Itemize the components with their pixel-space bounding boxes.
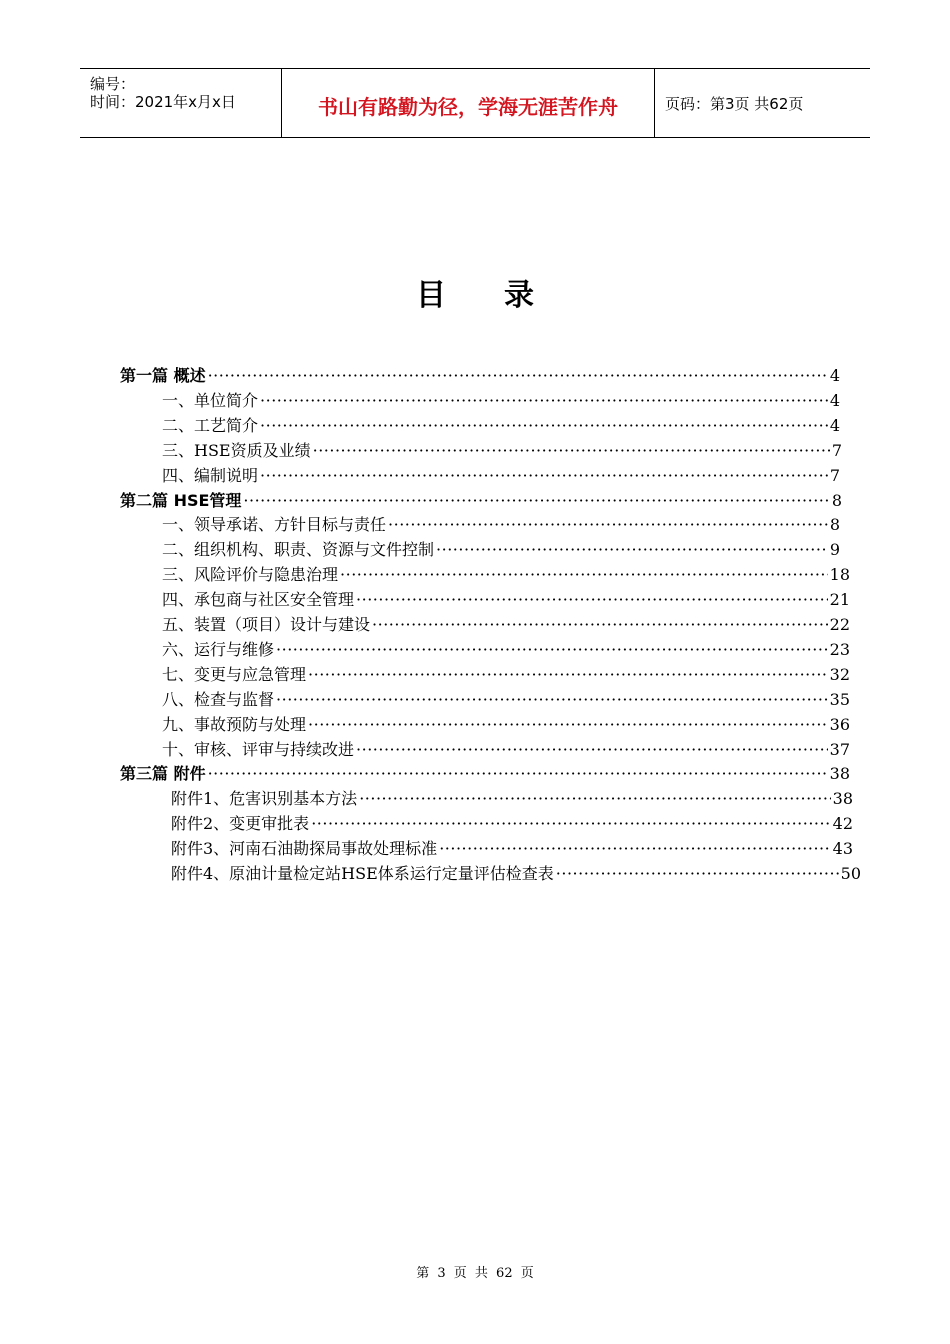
toc-entry[interactable] (162, 464, 840, 488)
toc-entry-page-number: 36 (829, 714, 850, 734)
toc-leader-dots (439, 837, 830, 861)
toc-entry[interactable] (162, 563, 850, 587)
toc-entry-label: 一、单位简介 (162, 390, 259, 410)
toc-entry-label: 第三篇 附件 (120, 764, 206, 784)
toc-entry-label: 十、审核、评审与持续改进 (162, 739, 355, 759)
toc-entry-page-number: 8 (829, 515, 840, 535)
toc-entry-page-number: 4 (829, 390, 840, 410)
toc-entry-page-number: 7 (829, 465, 840, 485)
toc-entry-label: 第一篇 概述 (120, 366, 206, 385)
toc-part-entry[interactable] (120, 364, 840, 388)
toc-entry-page-number: 7 (831, 440, 842, 460)
toc-entry-page-number: 18 (829, 565, 850, 585)
toc-entry-page-number: 9 (829, 540, 840, 560)
document-time-label: 时间：2021年x月x日 (90, 93, 236, 111)
toc-entry-label: 七、变更与应急管理 (162, 664, 307, 684)
toc-entry-page-number: 50 (840, 864, 861, 883)
toc-entry-label: 三、HSE资质及业绩 (162, 440, 311, 460)
toc-entry-label: 四、编制说明 (162, 465, 259, 485)
toc-entry[interactable] (171, 837, 853, 861)
toc-part-entry[interactable] (120, 762, 850, 786)
toc-leader-dots (436, 538, 828, 562)
toc-entry-label: 八、检查与监督 (162, 689, 275, 709)
toc-entry-page-number: 21 (829, 590, 850, 610)
toc-leader-dots (243, 489, 829, 513)
toc-leader-dots (313, 439, 830, 463)
toc-entry-page-number: 43 (832, 839, 853, 859)
toc-entry[interactable] (162, 538, 840, 562)
toc-entry[interactable] (162, 688, 850, 712)
header-motto: 书山有路勤为径，学海无涯苦作舟 (318, 95, 618, 119)
toc-entry-page-number: 35 (829, 689, 850, 709)
toc-entry-label: 四、承包商与社区安全管理 (162, 590, 355, 610)
toc-entry-page-number: 38 (832, 789, 853, 809)
page-footer: 第 3 页 共 62 页 (416, 1266, 534, 1281)
toc-leader-dots (260, 414, 828, 438)
toc-entry[interactable] (162, 613, 850, 637)
toc-leader-dots (308, 663, 828, 687)
toc-entry[interactable] (162, 439, 842, 463)
toc-entry[interactable] (162, 588, 850, 612)
toc-leader-dots (276, 688, 828, 712)
toc-entry-label: 第二篇 HSE管理 (120, 490, 242, 510)
toc-leader-dots (556, 862, 839, 886)
toc-entry-label: 附件3、河南石油勘探局事故处理标准 (171, 839, 438, 859)
toc-entry[interactable] (171, 787, 853, 811)
toc-leader-dots (260, 389, 828, 413)
toc-entry-label: 五、装置（项目）设计与建设 (162, 615, 371, 634)
toc-entry-label: 九、事故预防与处理 (162, 714, 307, 734)
toc-entry-label: 附件1、危害识别基本方法 (171, 789, 358, 809)
toc-entry-page-number: 42 (832, 814, 853, 834)
toc-leader-dots (311, 812, 830, 836)
toc-leader-dots (308, 713, 828, 737)
toc-leader-dots (276, 638, 828, 662)
toc-leader-dots (208, 364, 828, 388)
toc-entry-label: 一、领导承诺、方针目标与责任 (162, 515, 387, 535)
toc-entry[interactable] (162, 638, 850, 662)
toc-leader-dots (356, 738, 828, 762)
toc-entry[interactable] (171, 812, 853, 836)
toc-leader-dots (388, 513, 828, 537)
toc-entry-page-number: 4 (829, 415, 840, 435)
toc-entry-label: 附件4、原油计量检定站HSE体系运行定量评估检查表 (171, 864, 554, 883)
toc-entry[interactable] (171, 862, 861, 886)
toc-entry[interactable] (162, 414, 840, 438)
toc-leader-dots (359, 787, 830, 811)
header-page-info: 页码：第3页 共62页 (665, 95, 804, 113)
toc-entry[interactable] (162, 663, 850, 687)
toc-leader-dots (260, 464, 828, 488)
toc-entry-label: 二、工艺简介 (162, 415, 259, 435)
toc-entry-page-number: 32 (829, 664, 850, 684)
toc-entry[interactable] (162, 738, 850, 762)
document-number-label: 编号： (90, 75, 136, 93)
toc-entry[interactable] (162, 713, 850, 737)
toc-title: 目录 (416, 278, 592, 313)
toc-leader-dots (356, 588, 828, 612)
toc-entry-label: 二、组织机构、职责、资源与文件控制 (162, 540, 435, 560)
toc-entry-page-number: 8 (831, 490, 842, 510)
toc-part-entry[interactable] (120, 489, 842, 513)
toc-entry-page-number: 23 (829, 639, 850, 659)
toc-entry[interactable] (162, 389, 840, 413)
toc-leader-dots (372, 613, 828, 637)
toc-entry-page-number: 37 (829, 739, 850, 759)
toc-entry-label: 六、运行与维修 (162, 639, 275, 659)
toc-leader-dots (208, 762, 828, 786)
toc-entry-page-number: 4 (829, 366, 840, 385)
toc-entry-page-number: 38 (829, 764, 850, 784)
toc-entry-page-number: 22 (829, 615, 850, 634)
toc-entry-label: 附件2、变更审批表 (171, 814, 310, 834)
toc-entry-label: 三、风险评价与隐患治理 (162, 565, 339, 585)
toc-entry[interactable] (162, 513, 840, 537)
toc-leader-dots (340, 563, 828, 587)
